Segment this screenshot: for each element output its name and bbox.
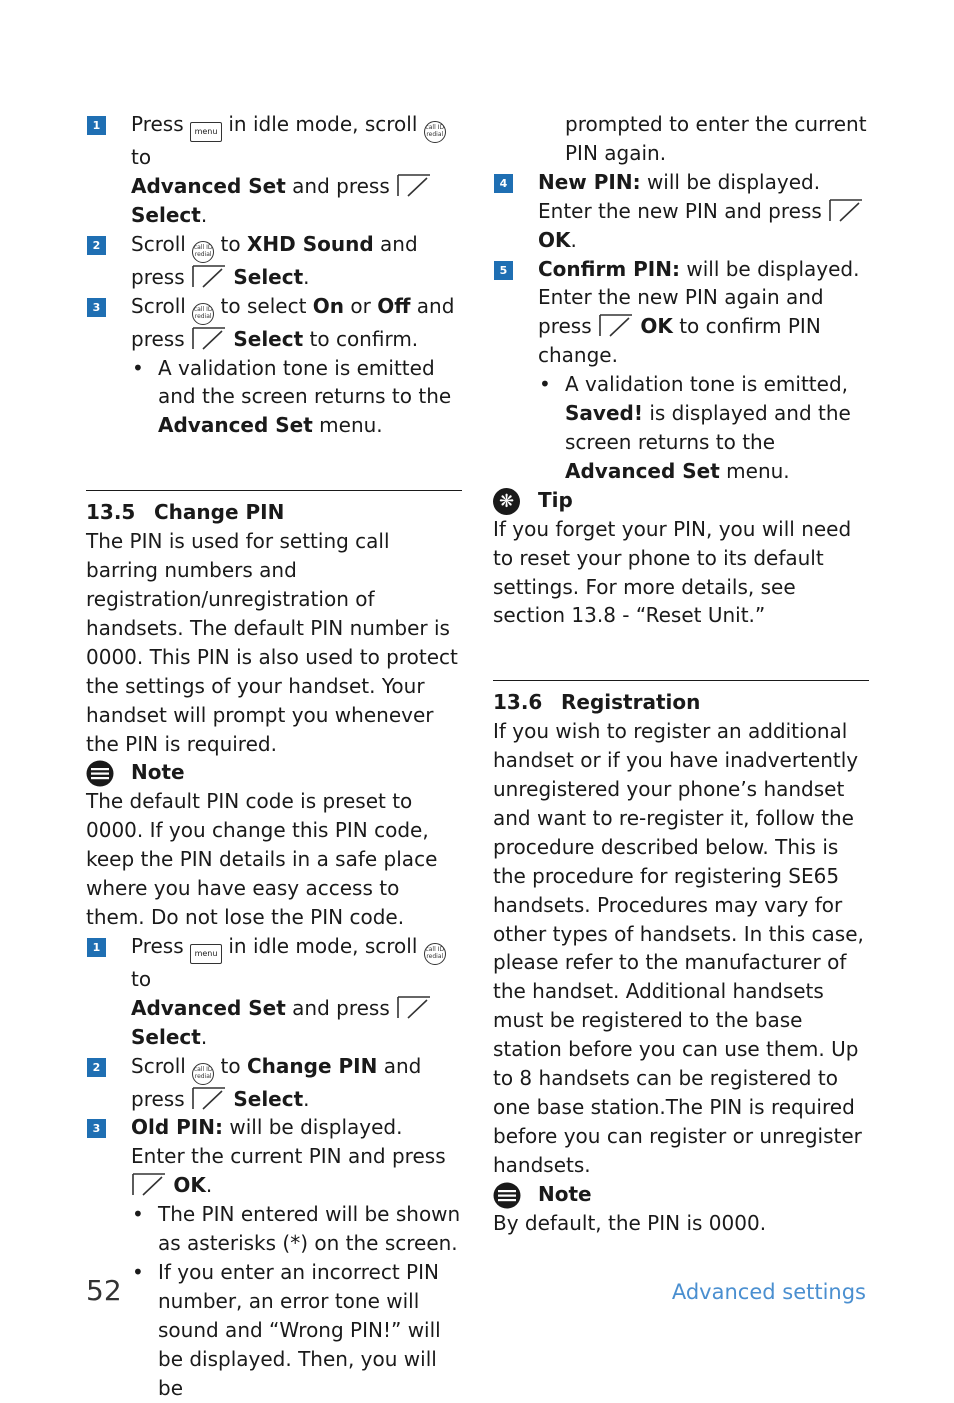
- left-softkey-icon: [598, 314, 634, 338]
- right-column: [493, 110, 869, 1238]
- section-divider: [493, 680, 869, 681]
- registration-intro: If you wish to register an additional handset or if you have inadvertently unregistered your phone’s handset and want to re-register it, follow the procedure described below. This is the procedure for registering SE65 handsets. Procedures may vary for other types of handsets. In this case, please refer to the manufacturer of the handset. Additional handsets must be registered to the base station before you can use them. Up to 8 handsets can be registered to one base station.The PIN is required before you can register or unregister handsets.: [493, 719, 864, 1177]
- bullet-wrong-pin: • If you enter an incorrect PIN number, an error tone will sound and “Wrong PIN!” will be displayed. Then, you will be: [132, 1260, 441, 1400]
- step-number: 2: [87, 236, 106, 255]
- step-3-on-off: 3 Scroll call ID redial to select On or Off and press Select to confirm.: [86, 292, 462, 354]
- section-divider: [86, 490, 462, 491]
- step-2-xhd-sound: 2 Scroll call ID redial to XHD Sound and press Select.: [86, 230, 462, 292]
- note-icon: [493, 1182, 521, 1209]
- bullet-validation-tone: • A validation tone is emitted and the screen returns to the Advanced Set menu.: [132, 355, 452, 438]
- step-1-advanced-set: 1 Press menu in idle mode, scroll call ID redial to Advanced Set and press Select.: [86, 932, 462, 1052]
- nav-key-icon: call ID redial: [192, 303, 214, 325]
- left-softkey-icon: [828, 199, 864, 223]
- left-column: [86, 110, 462, 1403]
- left-softkey-icon: [396, 996, 432, 1020]
- menu-key-icon: menu: [190, 944, 222, 964]
- step-number: 1: [87, 938, 106, 957]
- bullet-saved: • A validation tone is emitted, Saved! is displayed and the screen returns to the Advanced Set menu.: [539, 372, 851, 483]
- step-5-confirm-pin: 5 Confirm PIN: will be displayed. Enter the new PIN again and press OK to confirm PIN change.: [493, 255, 869, 371]
- note-icon: [86, 760, 114, 787]
- left-softkey-icon: [191, 1087, 227, 1111]
- bullet-asterisks: • The PIN entered will be shown as asterisks (*) on the screen.: [132, 1202, 461, 1256]
- nav-key-icon: call ID redial: [192, 241, 214, 263]
- left-softkey-icon: [396, 174, 432, 198]
- note-callout: Note: [493, 1180, 869, 1209]
- nav-key-icon: call ID redial: [424, 943, 446, 965]
- step-4-new-pin: 4 New PIN: will be displayed. Enter the new PIN and press OK.: [493, 168, 869, 255]
- section-heading-change-pin: 13.5 Change PIN: [86, 500, 285, 525]
- step-2-change-pin: 2 Scroll call ID redial to Change PIN and press Select.: [86, 1052, 462, 1114]
- nav-key-icon: call ID redial: [424, 121, 446, 143]
- section-heading-registration: 13.6 Registration: [493, 690, 701, 715]
- note-text: By default, the PIN is 0000.: [493, 1210, 767, 1235]
- left-softkey-icon: [131, 1173, 167, 1197]
- tip-text: If you forget your PIN, you will need to reset your phone to its default settings. For more details, see section 13.8 - “Reset Unit.”: [493, 516, 852, 628]
- bullet-continued: prompted to enter the current PIN again.: [565, 112, 867, 165]
- note-callout: Note: [86, 758, 462, 787]
- step-1-advanced-set: 1 Press menu in idle mode, scroll call ID redial to Advanced Set and press Select.: [86, 110, 462, 230]
- step-number: 4: [494, 174, 513, 193]
- step-number: 5: [494, 261, 513, 280]
- tip-callout: ❋ Tip: [493, 486, 869, 515]
- step-number: 2: [87, 1058, 106, 1077]
- change-pin-intro: The PIN is used for setting call barring numbers and registration/unregistration of handsets. The default PIN number is 0000. This PIN is also used to protect the settings of your handset. Your handset will prompt you whenever the PIN is required.: [86, 529, 458, 756]
- left-softkey-icon: [191, 327, 227, 351]
- step-number: 3: [87, 1119, 106, 1138]
- left-softkey-icon: [191, 265, 227, 289]
- step-number: 3: [87, 298, 106, 317]
- page-number: 52: [86, 1274, 122, 1307]
- note-text: The default PIN code is preset to 0000. If you change this PIN code, keep the PIN details in a safe place where you have easy access to them. Do not lose the PIN code.: [86, 789, 438, 929]
- tip-icon: ❋: [493, 488, 520, 515]
- nav-key-icon: call ID redial: [192, 1063, 214, 1085]
- step-number: 1: [87, 116, 106, 135]
- menu-key-icon: menu: [190, 122, 222, 142]
- footer-section-title: Advanced settings: [671, 1280, 866, 1304]
- step-3-old-pin: 3 Old PIN: will be displayed. Enter the current PIN and press OK.: [86, 1113, 462, 1200]
